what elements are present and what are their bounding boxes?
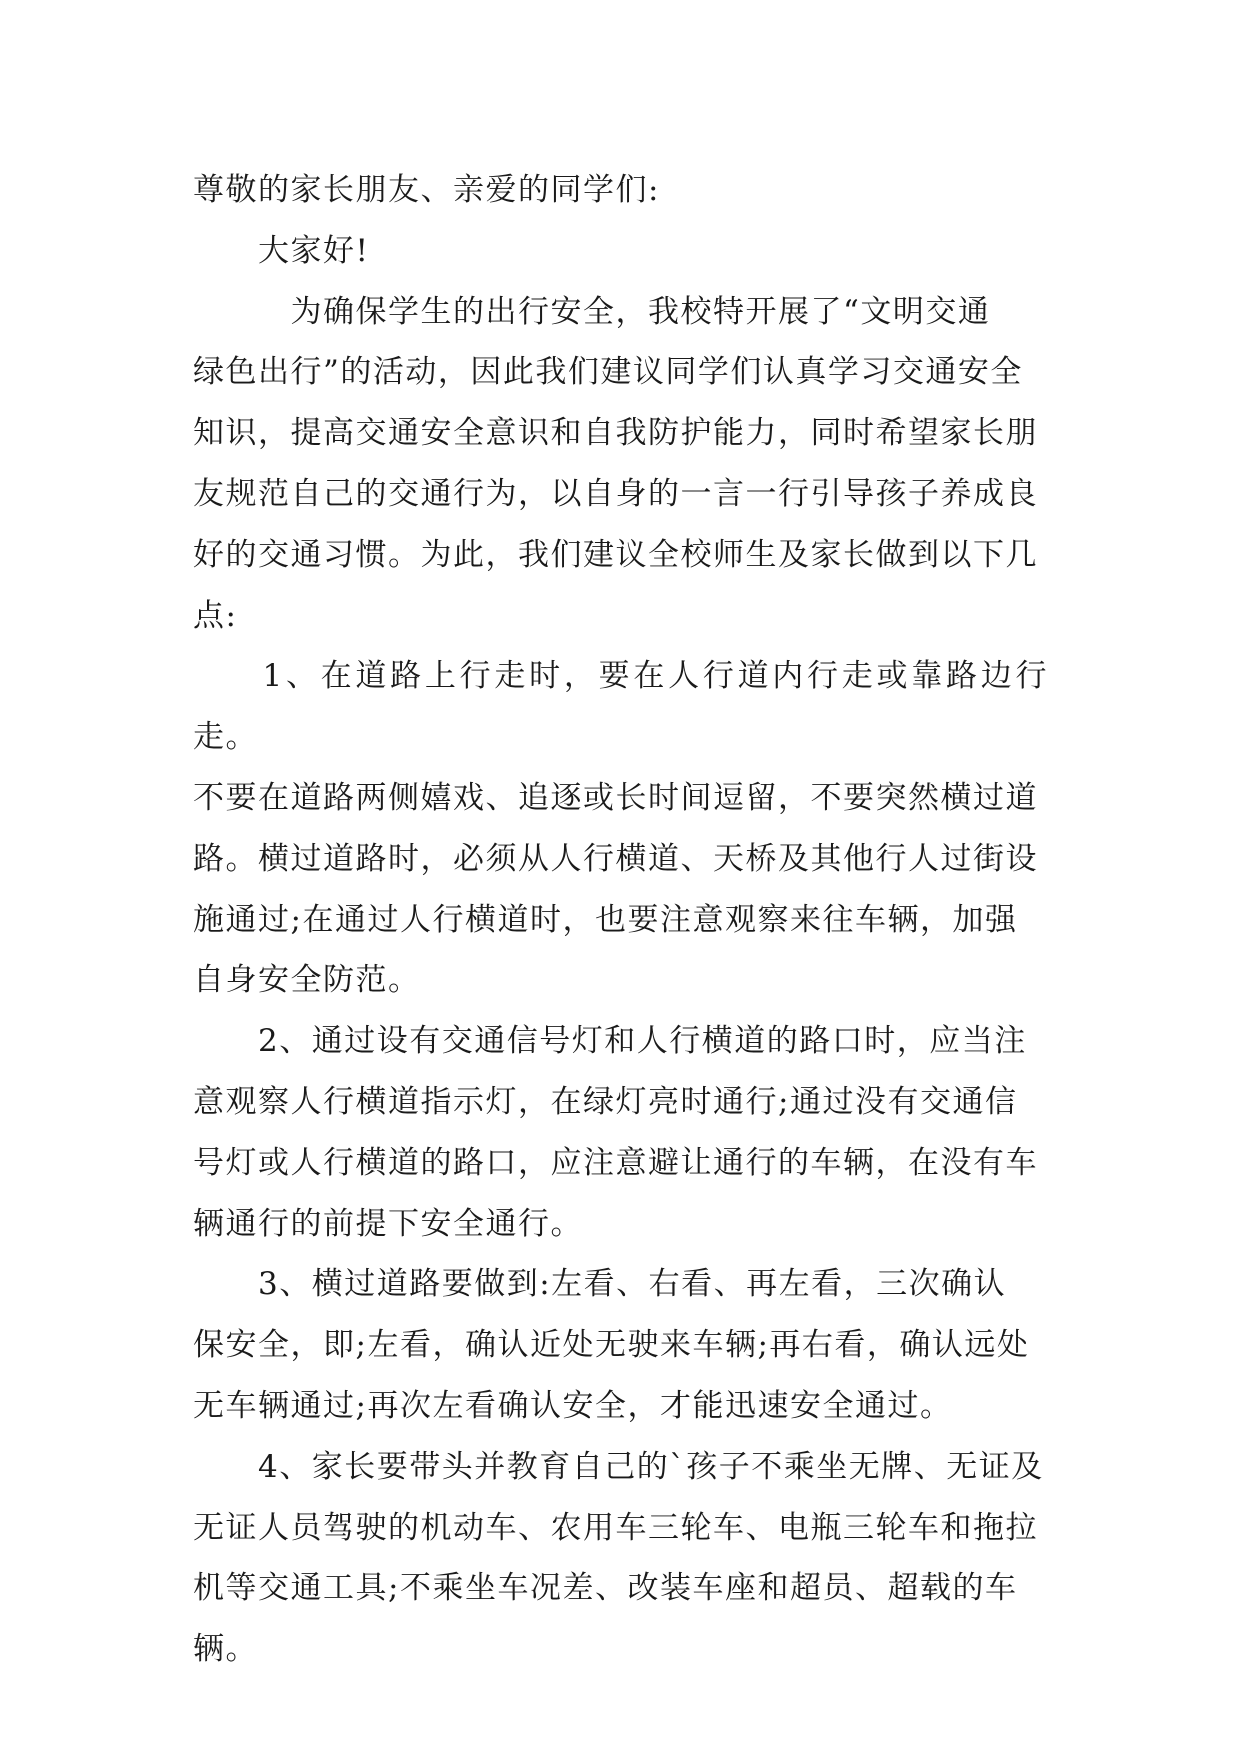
- item-2-line-3: 号灯或人行横道的路口，应注意避让通行的车辆，在没有车: [193, 1144, 1038, 1181]
- item-2-line-2: 意观察人行横道指示灯，在绿灯亮时通行;通过没有交通信: [193, 1083, 1018, 1120]
- item-1-line-5: 自身安全防范。: [193, 962, 421, 999]
- item-4-line-3: 机等交通工具;不乘坐车况差、改装车座和超员、超载的车: [193, 1570, 1018, 1607]
- document-body: [193, 160, 1048, 1680]
- item-4-line-1: 4、家长要带头并教育自己的`孩子不乘坐无牌、无证及: [193, 1448, 1044, 1485]
- item-1-line-1: 1、在道路上行走时，要在人行道内行走或靠路边行走。: [193, 658, 1048, 756]
- intro-line-5: 好的交通习惯。为此，我们建议全校师生及家长做到以下几: [193, 536, 1038, 573]
- item-1-line-4: 施通过;在通过人行横道时，也要注意观察来往车辆，加强: [193, 901, 1018, 938]
- item-1-line-2: 不要在道路两侧嬉戏、追逐或长时间逗留，不要突然横过道: [193, 779, 1038, 816]
- item-1-line-3: 路。横过道路时，必须从人行横道、天桥及其他行人过街设: [193, 840, 1038, 877]
- greeting-line: 大家好!: [193, 232, 370, 269]
- salutation-line: 尊敬的家长朋友、亲爱的同学们:: [193, 172, 660, 208]
- intro-line-1: 为确保学生的出行安全，我校特开展了“文明交通: [193, 293, 991, 330]
- item-3-line-2: 保安全，即;左看，确认近处无驶来车辆;再右看，确认远处: [193, 1327, 1030, 1364]
- item-2-line-1: 2、通过设有交通信号灯和人行横道的路口时，应当注: [193, 1023, 1027, 1060]
- intro-line-3: 知识，提高交通安全意识和自我防护能力，同时希望家长朋: [193, 415, 1038, 452]
- intro-line-6: 点:: [193, 597, 238, 634]
- item-3-line-3: 无车辆通过;再次左看确认安全，才能迅速安全通过。: [193, 1387, 953, 1424]
- item-3-line-1: 3、横过道路要做到:左看、右看、再左看，三次确认: [193, 1266, 1007, 1303]
- item-4-line-2: 无证人员驾驶的机动车、农用车三轮车、电瓶三轮车和拖拉: [193, 1509, 1038, 1546]
- item-4-line-4: 辆。: [193, 1631, 258, 1668]
- intro-line-2: 绿色出行”的活动，因此我们建议同学们认真学习交通安全: [193, 354, 1023, 391]
- item-2-line-4: 辆通行的前提下安全通行。: [193, 1205, 583, 1242]
- intro-line-4: 友规范自己的交通行为，以自身的一言一行引导孩子养成良: [193, 475, 1038, 512]
